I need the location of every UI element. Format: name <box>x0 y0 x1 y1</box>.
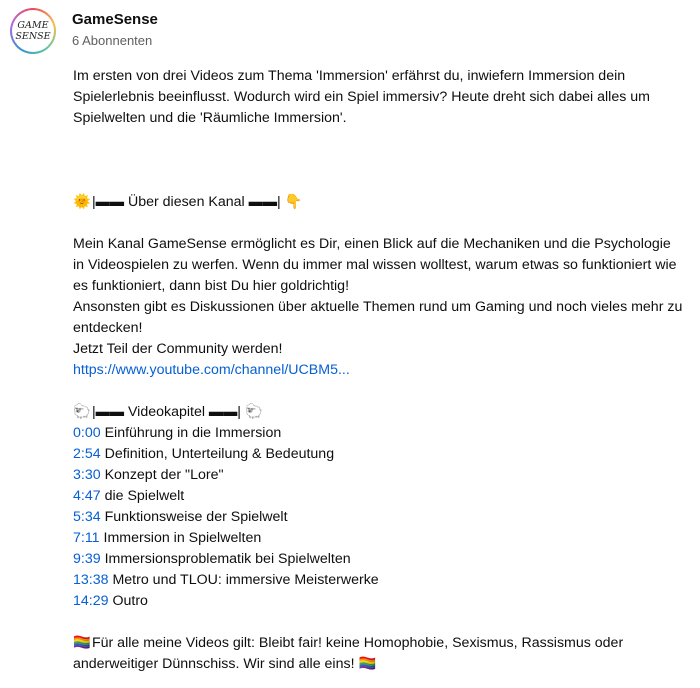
about-heading-text: |▬▬ Über diesen Kanal ▬▬| <box>91 194 281 210</box>
chapter-item <box>73 423 683 444</box>
sun-icon: 🌞 <box>73 194 91 210</box>
chapter-timestamp-link[interactable]: 0:00 <box>73 425 101 441</box>
avatar-line-2: SENSE <box>15 31 51 42</box>
chapter-title: Funktionsweise der Spielwelt <box>104 509 288 525</box>
subscriber-count: 6 Abonnenten <box>72 33 153 48</box>
chapter-timestamp-link[interactable]: 4:47 <box>73 488 101 504</box>
avatar-logo-text <box>15 20 50 42</box>
about-text-2: Ansonsten gibt es Diskussionen über aktuelle Themen rund um Gaming und noch vieles mehr zu entdecken! <box>73 299 683 336</box>
sheep-icon: 🐑 <box>244 404 263 420</box>
sheep-icon: 🐑 <box>73 404 91 420</box>
chapter-title: die Spielwelt <box>104 488 185 504</box>
chapter-item <box>73 507 683 528</box>
chapter-item <box>73 528 683 549</box>
pointing-down-icon: 👇 <box>284 194 303 210</box>
chapter-timestamp-link[interactable]: 7:11 <box>73 530 100 546</box>
chapters-heading-text: |▬▬ Videokapitel ▬▬| <box>91 404 241 420</box>
chapters-heading <box>73 402 683 423</box>
channel-name[interactable]: GameSense <box>72 11 158 28</box>
chapter-item <box>73 444 683 465</box>
chapter-item <box>73 549 683 570</box>
intro-text: Im ersten von drei Videos zum Thema 'Immersion' erfährst du, inwiefern Immersion dein Spielerlebnis beeinflusst. Wodurch wird ein Spiel immersiv? Heute dreht sich dabei alles um Spielwelten und die 'Räumliche Immersion'. <box>73 68 650 126</box>
avatar-line-1: GAME <box>17 20 49 31</box>
channel-header <box>10 8 158 54</box>
channel-link[interactable]: https://www.youtube.com/channel/UCBM5... <box>73 362 350 378</box>
chapter-item <box>73 465 683 486</box>
about-text-3: Jetzt Teil der Community werden! <box>73 341 283 357</box>
chapter-list <box>73 423 683 612</box>
about-text-1: Mein Kanal GameSense ermöglicht es Dir, einen Blick auf die Mechaniken und die Psychologie in Videospielen zu werfen. Wenn du immer mal wissen wolltest, warum etwas so funktioniert wie es funktioniert, dann bist Du hier goldrichtig! <box>73 236 677 294</box>
chapter-item <box>73 591 683 612</box>
rainbow-flag-icon: 🏳️‍🌈 <box>73 635 91 651</box>
chapter-item <box>73 570 683 591</box>
chapter-timestamp-link[interactable]: 14:29 <box>73 593 109 609</box>
about-heading <box>73 192 683 213</box>
chapter-item <box>73 486 683 507</box>
channel-avatar[interactable] <box>10 8 56 54</box>
chapter-timestamp-link[interactable]: 9:39 <box>73 551 101 567</box>
chapter-title: Outro <box>112 593 148 609</box>
chapter-title: Konzept der "Lore" <box>104 467 224 483</box>
chapter-title: Immersionsproblematik bei Spielwelten <box>104 551 351 567</box>
chapter-title: Einführung in die Immersion <box>104 425 282 441</box>
chapter-title: Definition, Unterteilung & Bedeutung <box>104 446 335 462</box>
channel-meta <box>72 10 158 50</box>
chapter-timestamp-link[interactable]: 13:38 <box>73 572 109 588</box>
chapter-timestamp-link[interactable]: 3:30 <box>73 467 101 483</box>
chapter-timestamp-link[interactable]: 5:34 <box>73 509 101 525</box>
chapter-timestamp-link[interactable]: 2:54 <box>73 446 101 462</box>
chapter-title: Immersion in Spielwelten <box>103 530 262 546</box>
closing-text <box>73 633 683 675</box>
closing-text-body: Für alle meine Videos gilt: Bleibt fair! keine Homophobie, Sexismus, Rassismus oder anderweitiger Dünnschiss. Wir sind alle eins! <box>73 635 624 672</box>
chapter-title: Metro und TLOU: immersive Meisterwerke <box>112 572 379 588</box>
video-description <box>73 66 683 675</box>
rainbow-flag-icon: 🏳️‍🌈 <box>358 656 377 672</box>
